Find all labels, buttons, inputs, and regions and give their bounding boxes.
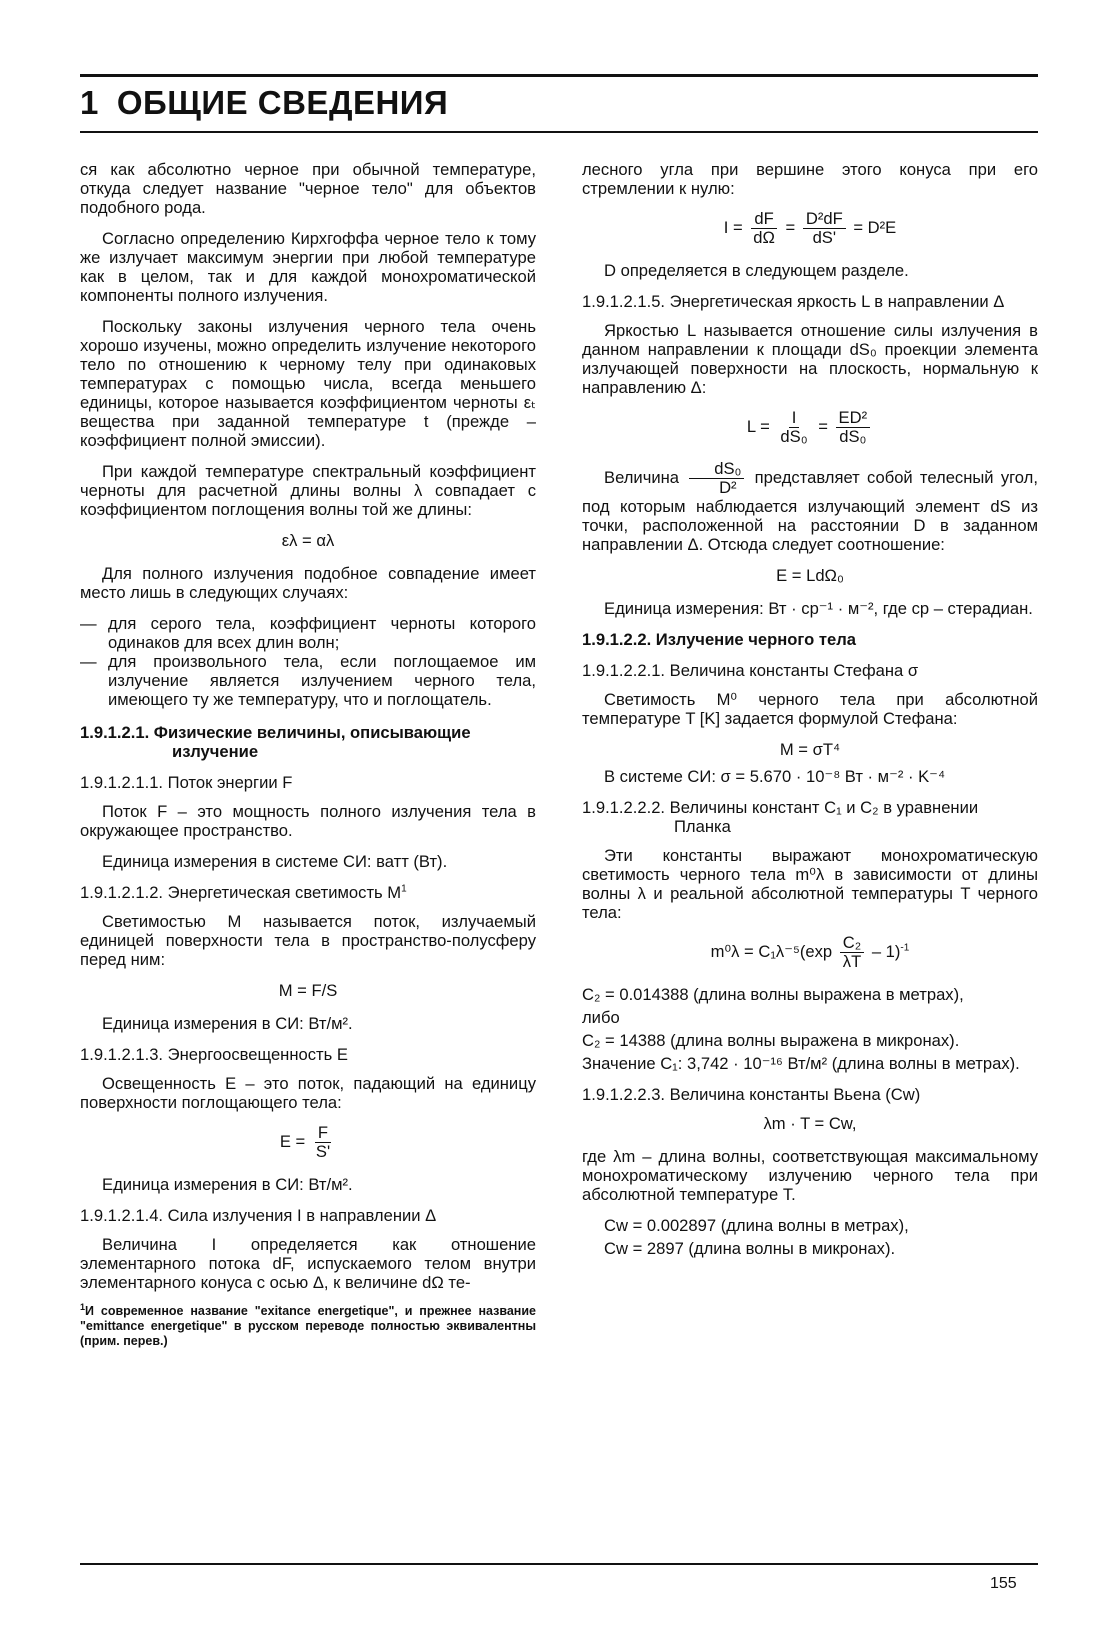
formula-lhs: m⁰λ = C₁λ⁻⁵(exp xyxy=(710,941,833,961)
bottom-rule xyxy=(80,1563,1038,1565)
footnote-text: И современное название "exitance energetique", и прежнее название "emittance energetique" в русском переводе полностью эквивалентны (прим. перев.) xyxy=(80,1304,536,1348)
list-item: — для произвольного тела, если поглощаемое им излучение является излучением черного тела, имеющего ту же температуру, что и поглощатель. xyxy=(80,652,536,709)
formula-lhs: L = xyxy=(746,416,770,436)
paragraph: Для полного излучения подобное совпадение имеет место лишь в следующих случаях: xyxy=(80,564,536,602)
text: Величина xyxy=(604,467,680,487)
formula-rhs: = D²E xyxy=(853,217,897,237)
paragraph: Поток F – это мощность полного излучения тела в окружающее пространство. xyxy=(80,802,536,840)
formula-illuminance: E = LdΩ₀ xyxy=(776,566,844,585)
right-column xyxy=(582,160,1038,1270)
paragraph: Cw = 0.002897 (длина волны в метрах), xyxy=(604,1216,909,1235)
numerator: dS₀ xyxy=(689,460,744,479)
subsection-heading: 1.9.1.2.2.1. Величина константы Стефана σ xyxy=(582,661,919,680)
paragraph: Единица измерения в СИ: Вт/м². xyxy=(102,1014,353,1033)
footnote xyxy=(80,1301,536,1349)
fraction xyxy=(803,210,846,247)
paragraph: При каждой температуре спектральный коэффициент черноты для расчетной длины волны λ совпадает с коэффициентом поглощения волны той же длины: xyxy=(80,462,536,519)
formula-wien: λm · T = Cw, xyxy=(763,1114,857,1133)
footnote-ref: 1 xyxy=(401,883,407,895)
formula-lhs: E = xyxy=(279,1131,306,1151)
section-heading: 1.9.1.2.1. Физические величины, описывающие излучение xyxy=(80,723,471,761)
subsection-heading: 1.9.1.2.1.1. Поток энергии F xyxy=(80,773,293,792)
subsection-heading xyxy=(80,883,536,902)
numerator: D²dF xyxy=(803,210,846,229)
title-rule xyxy=(80,131,1038,133)
paragraph xyxy=(582,460,1038,554)
equals-sign: = xyxy=(818,416,828,436)
paragraph: где λm – длина волны, соответствующая максимальному монохроматическому излучению черного тела при абсолютной температуре T. xyxy=(582,1147,1038,1204)
text: представляет собой телесный xyxy=(754,467,994,487)
chapter-title-text: ОБЩИЕ СВЕДЕНИЯ xyxy=(116,84,449,121)
fraction xyxy=(313,1124,333,1161)
denominator: S' xyxy=(315,1142,331,1161)
section-heading: 1.9.1.2.2. Излучение черного тела xyxy=(582,630,856,649)
page-number: 155 xyxy=(990,1575,1017,1592)
equals-sign: = xyxy=(785,217,796,237)
denominator: dS₀ xyxy=(780,427,808,446)
formula-intensity xyxy=(582,210,1038,247)
paragraph: Cw = 2897 (длина волны в микронах). xyxy=(604,1239,896,1258)
paragraph: либо xyxy=(582,1008,620,1027)
paragraph: Единица измерения в системе СИ: ватт (Вт). xyxy=(102,852,448,871)
paragraph: Яркостью L называется отношение силы излучения в данном направлении к площади dS₀ проекции элемента излучающей поверхности на плоскость, нормальную к направлению Δ: xyxy=(582,321,1038,397)
paragraph: D определяется в следующем разделе. xyxy=(604,261,909,280)
list-item: — для серого тела, коэффициент черноты которого одинаков для всех длин волн; xyxy=(80,614,536,652)
subsection-heading: 1.9.1.2.1.3. Энергоосвещенность E xyxy=(80,1045,348,1064)
dash-list xyxy=(80,614,536,709)
paragraph: ся как абсолютно черное при обычной температуре, откуда следует название "черное тело" для объектов подобного рода. xyxy=(80,160,536,217)
subsection-heading: 1.9.1.2.1.5. Энергетическая яркость L в направлении Δ xyxy=(582,292,1005,311)
paragraph: Единица измерения: Вт · ср⁻¹ · м⁻², где ср – стерадиан. xyxy=(604,599,1033,618)
fraction xyxy=(777,409,810,446)
fraction xyxy=(750,210,778,247)
formula-planck xyxy=(582,934,1038,971)
subsection-heading: 1.9.1.2.1.4. Сила излучения I в направлении Δ xyxy=(80,1206,437,1225)
paragraph: Светимостью M называется поток, излучаемый единицей поверхности тела в пространство-полусферу перед ним: xyxy=(80,912,536,969)
paragraph: Освещенность E – это поток, падающий на единицу поверхности поглощающего тела: xyxy=(80,1074,536,1112)
paragraph: лесного угла при вершине этого конуса при его стремлении к нулю: xyxy=(582,160,1038,198)
paragraph: Светимость M⁰ черного тела при абсолютной температуре T [K] задается формулой Стефана: xyxy=(582,690,1038,728)
denominator: λT xyxy=(842,952,862,971)
paragraph: Величина I определяется как отношение элементарного потока dF, испускаемого телом внутри элементарного конуса с осью Δ, к величине dΩ те- xyxy=(80,1235,536,1292)
paragraph: Поскольку законы излучения черного тела очень хорошо изучены, можно определить излучение некоторого тело по отношению к черному телу при одинаковых температурах с помощью числа, всегда меньшего единицы, которое называется коэффициентом черноты εₜ вещества при заданной температуре t (прежде – коэффициент полной эмиссии). xyxy=(80,317,536,450)
subsection-heading: 1.9.1.2.2.3. Величина константы Вьена (Cw) xyxy=(582,1085,921,1104)
numerator: ED² xyxy=(836,409,871,428)
numerator: C₂ xyxy=(840,934,864,953)
subsection-heading: 1.9.1.2.2.2. Величины констант C₁ и C₂ в уравнении Планка xyxy=(582,798,979,836)
paragraph: Согласно определению Кирхгоффа черное тело к тому же излучает максимум энергии при любой температуре как в целом, так и для каждой монохроматической компоненты полного излучения. xyxy=(80,229,536,305)
formula-radiance xyxy=(582,409,1038,446)
formula-emissivity: ελ = αλ xyxy=(281,531,335,550)
text: угол, под которым наблюдается излучающий элемент dS из точки, расположенной на расстоянии D в заданном направлении Δ. Отсюда следует соотношение: xyxy=(582,467,1038,554)
heading-text: 1.9.1.2.1.2. Энергетическая светимость M xyxy=(80,883,402,902)
numerator: dF xyxy=(751,210,776,229)
formula-stefan: M = σT⁴ xyxy=(779,740,841,759)
left-column xyxy=(80,160,536,1349)
denominator: dS₀ xyxy=(839,427,867,446)
exponent: -1 xyxy=(900,942,910,954)
chapter-number: 1 xyxy=(80,84,99,121)
formula-lhs: I = xyxy=(723,217,743,237)
top-rule xyxy=(80,74,1038,77)
denominator: D² xyxy=(719,478,737,497)
fraction xyxy=(840,934,864,971)
formula-rhs: – 1) xyxy=(871,941,901,961)
paragraph: Значение C₁: 3,742 · 10⁻¹⁶ Вт/м² (длина волны в метрах). xyxy=(582,1054,1020,1073)
paragraph: C₂ = 14388 (длина волны выражена в микронах). xyxy=(582,1031,960,1050)
paragraph: Эти константы выражают монохроматическую светимость черного тела m⁰λ в зависимости от длины волны λ и реальной абсолютной температуры T черного тела: xyxy=(582,846,1038,922)
fraction xyxy=(836,409,871,446)
numerator: I xyxy=(789,409,800,428)
chapter-title xyxy=(80,84,448,122)
paragraph: В системе СИ: σ = 5.670 · 10⁻⁸ Вт · м⁻² · K⁻⁴ xyxy=(604,767,946,786)
paragraph: C₂ = 0.014388 (длина волны выражена в метрах), xyxy=(582,985,964,1004)
fraction xyxy=(689,460,744,497)
numerator: F xyxy=(315,1124,331,1143)
denominator: dS' xyxy=(812,228,837,247)
formula-exitance: M = F/S xyxy=(278,981,338,1000)
paragraph: Единица измерения в СИ: Вт/м². xyxy=(102,1175,353,1194)
footnote-mark: 1 xyxy=(80,1301,86,1312)
formula-irradiance xyxy=(80,1124,536,1161)
denominator: dΩ xyxy=(753,228,775,247)
